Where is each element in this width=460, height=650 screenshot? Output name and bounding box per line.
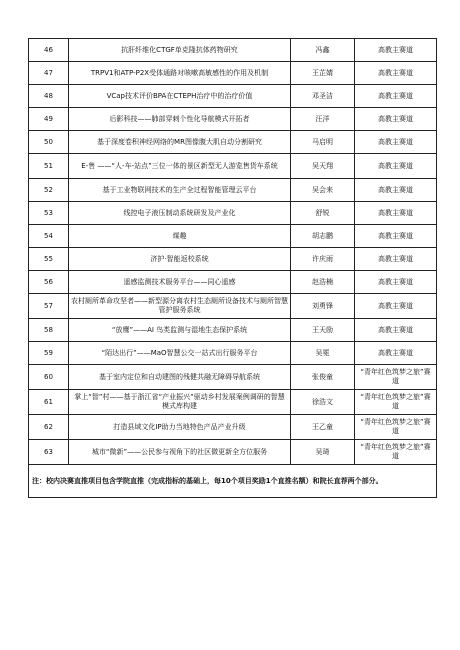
project-name-cell: 煤趣	[69, 225, 291, 248]
row-number-cell: 48	[29, 85, 69, 108]
leader-name-cell: 王天励	[291, 319, 355, 342]
project-name-cell: 济护·智能返校系统	[69, 248, 291, 271]
project-name-cell: TRPV1和ATP-P2X受体通路对咳嗽高敏感性的作用及机制	[69, 62, 291, 85]
leader-name-cell: 吴会来	[291, 179, 355, 202]
leader-name-cell: 王芷婧	[291, 62, 355, 85]
row-number-cell: 52	[29, 179, 69, 202]
table-body	[29, 39, 437, 465]
leader-name-cell: 汪洋	[291, 108, 355, 131]
track-cell: 高教主赛道	[355, 248, 437, 271]
row-number-cell: 53	[29, 202, 69, 225]
table-row	[29, 62, 437, 85]
track-cell: “青年红色筑梦之旅”赛道	[355, 415, 437, 440]
table-row	[29, 319, 437, 342]
project-name-cell: 后影科技——肺部穿刺个性化导航模式开拓者	[69, 108, 291, 131]
row-number-cell: 59	[29, 342, 69, 365]
table-row	[29, 225, 437, 248]
track-cell: 高教主赛道	[355, 225, 437, 248]
track-cell: 高教主赛道	[355, 39, 437, 62]
track-cell: “青年红色筑梦之旅”赛道	[355, 390, 437, 415]
results-sheet	[28, 38, 436, 498]
track-cell: 高教主赛道	[355, 179, 437, 202]
row-number-cell: 63	[29, 440, 69, 465]
project-name-cell: 抗肝纤维化CTGF单克隆抗体药物研究	[69, 39, 291, 62]
project-name-cell: 遥感监测技术服务平台——同心遥感	[69, 271, 291, 294]
table-row	[29, 342, 437, 365]
row-number-cell: 46	[29, 39, 69, 62]
track-cell: 高教主赛道	[355, 294, 437, 319]
row-number-cell: 54	[29, 225, 69, 248]
project-name-cell: “放鹰”——AI 鸟类监测与湿地生态保护系统	[69, 319, 291, 342]
project-name-cell: VCap技术评价BPA在CTEPH治疗中的治疗价值	[69, 85, 291, 108]
track-cell: 高教主赛道	[355, 342, 437, 365]
leader-name-cell: 张俊童	[291, 365, 355, 390]
track-cell: 高教主赛道	[355, 62, 437, 85]
row-number-cell: 50	[29, 131, 69, 154]
leader-name-cell: 吴冕	[291, 342, 355, 365]
table-row	[29, 390, 437, 415]
project-name-cell: 线控电子液压制动系统研发及产业化	[69, 202, 291, 225]
project-name-cell: E-售 ——“人-车-站点”三位一体的景区新型无人游览售货车系统	[69, 154, 291, 179]
leader-name-cell: 赵浩楠	[291, 271, 355, 294]
leader-name-cell: 吴琦	[291, 440, 355, 465]
track-cell: 高教主赛道	[355, 85, 437, 108]
track-cell: 高教主赛道	[355, 108, 437, 131]
row-number-cell: 47	[29, 62, 69, 85]
table-row	[29, 440, 437, 465]
leader-name-cell: 冯鑫	[291, 39, 355, 62]
table-row	[29, 85, 437, 108]
project-name-cell: 城市“微新”——公民参与视角下的社区微更新全方位服务	[69, 440, 291, 465]
project-name-cell: 基于室内定位和自动建图的残健共融无障碍导航系统	[69, 365, 291, 390]
row-number-cell: 51	[29, 154, 69, 179]
table-row	[29, 415, 437, 440]
leader-name-cell: 邓圣洁	[291, 85, 355, 108]
leader-name-cell: 吴天翔	[291, 154, 355, 179]
track-cell: 高教主赛道	[355, 202, 437, 225]
table-row	[29, 154, 437, 179]
project-name-cell: 基于深度卷积神经网络的MR图像腹大肌自动分割研究	[69, 131, 291, 154]
track-cell: “青年红色筑梦之旅”赛道	[355, 440, 437, 465]
project-name-cell: 农村厕所革命攻坚者——新型源分离农村生态厕所设备技术与厕所智慧管护服务系统	[69, 294, 291, 319]
row-number-cell: 58	[29, 319, 69, 342]
table-row	[29, 131, 437, 154]
row-number-cell: 57	[29, 294, 69, 319]
row-number-cell: 61	[29, 390, 69, 415]
project-name-cell: “陌达出行”——MaO智慧公交一站式出行服务平台	[69, 342, 291, 365]
leader-name-cell: 胡志鹏	[291, 225, 355, 248]
project-table	[28, 38, 437, 498]
track-cell: 高教主赛道	[355, 319, 437, 342]
table-row	[29, 271, 437, 294]
row-number-cell: 56	[29, 271, 69, 294]
leader-name-cell: 马启明	[291, 131, 355, 154]
leader-name-cell: 王乙童	[291, 415, 355, 440]
leader-name-cell: 舒锐	[291, 202, 355, 225]
table-row	[29, 179, 437, 202]
row-number-cell: 60	[29, 365, 69, 390]
track-cell: 高教主赛道	[355, 131, 437, 154]
track-cell: “青年红色筑梦之旅”赛道	[355, 365, 437, 390]
project-name-cell: 掌上“智”村——基于浙江省“产业振兴”驱动乡村发展案例调研的智慧模式库构建	[69, 390, 291, 415]
table-row	[29, 365, 437, 390]
row-number-cell: 62	[29, 415, 69, 440]
project-name-cell: 基于工业物联网技术的生产全过程智能管理云平台	[69, 179, 291, 202]
track-cell: 高教主赛道	[355, 154, 437, 179]
track-cell: 高教主赛道	[355, 271, 437, 294]
table-row	[29, 248, 437, 271]
table-row	[29, 108, 437, 131]
leader-name-cell: 许庆雨	[291, 248, 355, 271]
footnote: 注：校内决赛直推项目包含学院直推（完成指标的基础上，每10个项目奖励1个直推名额）和院长直荐两个部分。	[29, 465, 437, 498]
leader-name-cell: 刘勇锋	[291, 294, 355, 319]
table-row	[29, 294, 437, 319]
row-number-cell: 49	[29, 108, 69, 131]
table-row	[29, 39, 437, 62]
leader-name-cell: 徐浩文	[291, 390, 355, 415]
row-number-cell: 55	[29, 248, 69, 271]
project-name-cell: 打造县域文化IP助力当地特色产品产业升级	[69, 415, 291, 440]
table-row	[29, 202, 437, 225]
